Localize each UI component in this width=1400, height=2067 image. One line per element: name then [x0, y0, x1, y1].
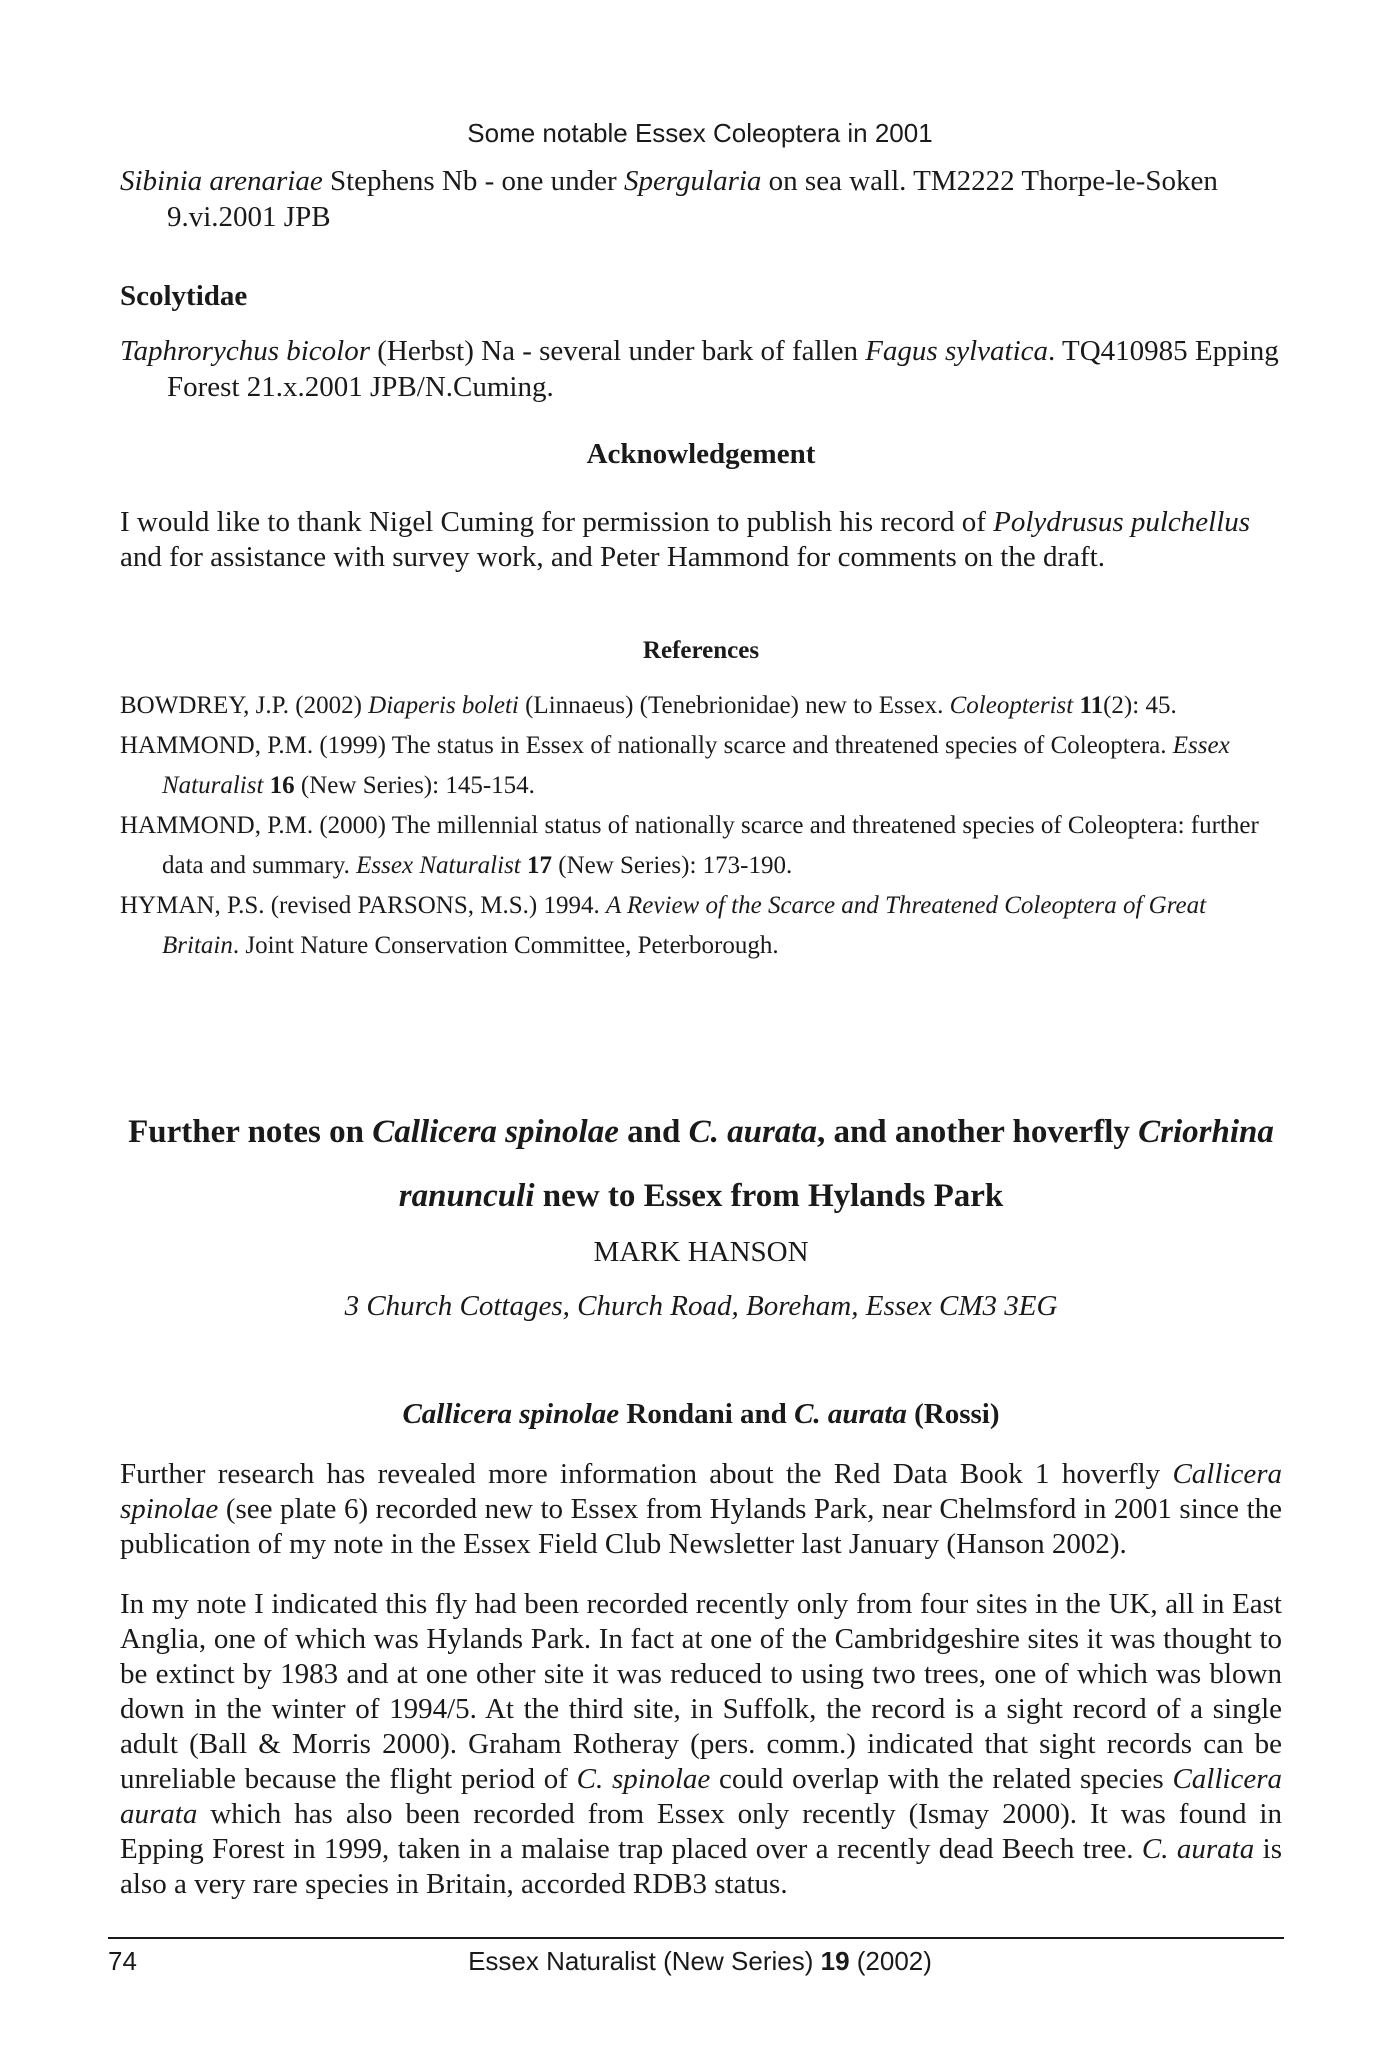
address-block: [120, 1290, 1282, 1323]
family-heading-block: [120, 280, 1282, 313]
body-paragraph-1: [120, 1457, 1282, 1562]
acknowledgement-text: [120, 505, 1282, 575]
page-number: 74: [108, 1946, 137, 1976]
reference-item: HYMAN, P.S. (revised PARSONS, M.S.) 1994. A Review of the Scarce and Threatened Coleoptera of Great Britain. Joint Nature Conservation Committee, Peterborough.: [120, 892, 1207, 959]
body-paragraph: Further research has revealed more information about the Red Data Book 1 hoverfly Callicera spinolae (see plate 6) recorded new to Essex from Hylands Park, near Chelmsford in 2001 since the publication of my note in the Essex Field Club Newsletter last January (Hanson 2002).: [120, 1458, 1282, 1560]
author-block: [120, 1236, 1282, 1269]
species-name: Sibinia arenariae: [120, 165, 323, 197]
body-paragraph: In my note I indicated this fly had been recorded recently only from four sites in the UK, all in East Anglia, one of which was Hylands Park. In fact at one of the Cambridgeshire sites it was thought to be extinct by 1983 and at one other site it was reduced to using two trees, one of which was blown down in the winter of 1994/5. At the third site, in Suffolk, the record is a sight record of a single adult (Ball & Morris 2000). Graham Rotheray (pers. comm.) indicated that sight records can be unreliable because the flight period of C. spinolae could overlap with the related species Callicera aurata which has also been recorded from Essex only recently (Ismay 2000). It was found in Epping Forest in 1999, taken in a malaise trap placed over a recently dead Beech tree. C. aurata is also a very rare species in Britain, accorded RDB3 status.: [120, 1588, 1283, 1900]
plant-name: Spergularia: [623, 165, 762, 197]
record-sibinia: [120, 163, 1282, 235]
article-title-block: [120, 1100, 1282, 1228]
acknowledgement-heading: Acknowledgement: [586, 438, 816, 470]
species-name: Taphrorychus bicolor: [120, 335, 371, 367]
author-address: 3 Church Cottages, Church Road, Boreham, Essex CM3 3EG: [344, 1290, 1058, 1322]
references-heading: References: [642, 637, 760, 664]
references-heading-block: [120, 637, 1282, 665]
reference-item: HAMMOND, P.M. (1999) The status in Essex of nationally scarce and threatened species of Coleoptera. Essex Naturalist 16 (New Series): 145-154.: [120, 732, 1230, 799]
family-heading: Scolytidae: [120, 280, 248, 312]
journal-citation: Essex Naturalist (New Series) 19 (2002): [468, 1946, 932, 1976]
references-list: [120, 686, 1282, 966]
volume-number: 19: [820, 1946, 850, 1976]
species-name: Polydrusus pulchellus: [993, 506, 1251, 538]
body-paragraph-2: [120, 1587, 1282, 1902]
article-title: Further notes on Callicera spinolae and C. aurata, and another hoverfly Criorhina ranunculi new to Essex from Hylands Park: [128, 1114, 1274, 1214]
author-name: MARK HANSON: [593, 1236, 809, 1268]
section-heading-block: [120, 1398, 1282, 1431]
acknowledgement-paragraph: I would like to thank Nigel Cuming for permission to publish his record of Polydrusus pulchellus and for assistance with survey work, and Peter Hammond for comments on the draft.: [120, 506, 1251, 573]
running-head: Some notable Essex Coleoptera in 2001: [467, 118, 933, 148]
reference-item: BOWDREY, J.P. (2002) Diaperis boleti (Linnaeus) (Tenebrionidae) new to Essex. Coleopterist 11(2): 45.: [120, 692, 1177, 719]
footer-rule: [108, 1937, 1284, 1939]
record-taphrorychus: [120, 333, 1282, 405]
acknowledgement-heading-block: [120, 438, 1282, 471]
plant-name: Fagus sylvatica: [865, 335, 1049, 367]
species-record: Sibinia arenariae Stephens Nb - one under Spergularia on sea wall. TM2222 Thorpe-le-Soken 9.vi.2001 JPB: [120, 165, 1218, 233]
section-heading: Callicera spinolae Rondani and C. aurata (Rossi): [402, 1398, 1000, 1430]
species-record: Taphrorychus bicolor (Herbst) Na - several under bark of fallen Fagus sylvatica. TQ410985 Epping Forest 21.x.2001 JPB/N.Cuming.: [120, 335, 1279, 403]
reference-item: HAMMOND, P.M. (2000) The millennial status of nationally scarce and threatened species of Coleoptera: further data and summary. Essex Naturalist 17 (New Series): 173-190.: [120, 812, 1259, 879]
